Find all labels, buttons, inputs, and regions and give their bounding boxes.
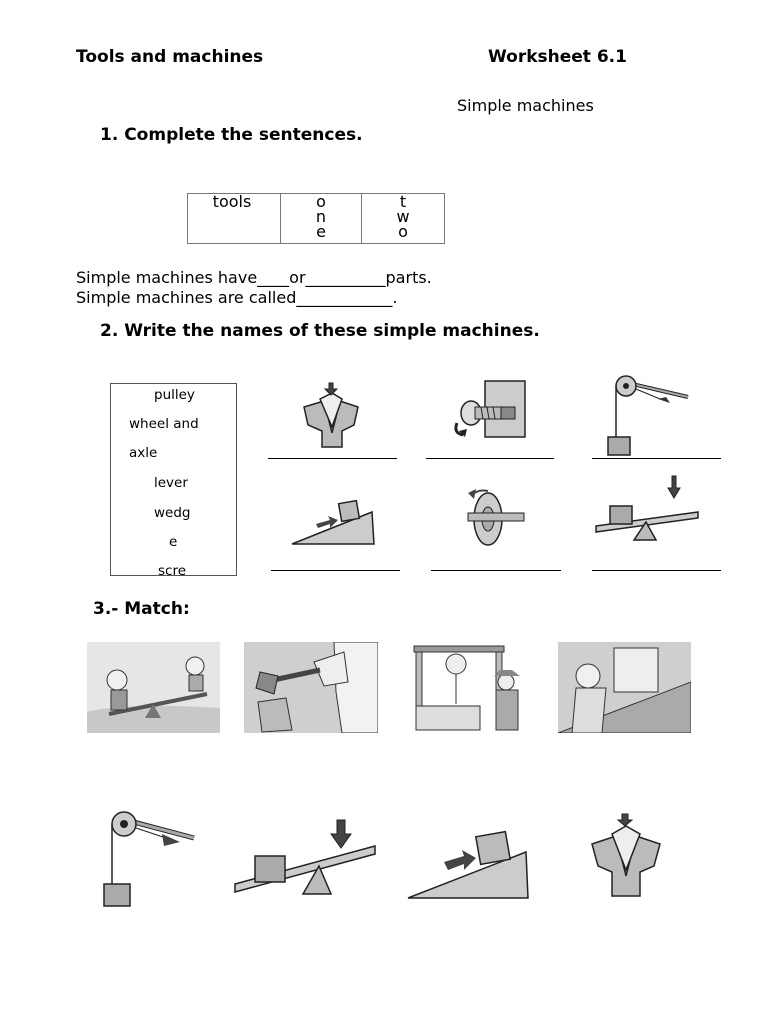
ramp-icon xyxy=(290,496,376,548)
pulley-icon xyxy=(100,804,198,908)
answer-line-5[interactable] xyxy=(431,570,561,571)
worksheet-title: Tools and machines xyxy=(76,47,264,67)
lever-icon xyxy=(594,472,704,542)
wheel-axle-icon xyxy=(462,483,526,547)
word-lever: lever xyxy=(154,475,188,491)
worksheet-number: Worksheet 6.1 xyxy=(488,47,627,67)
word-e: e xyxy=(169,534,178,550)
answer-line-3[interactable] xyxy=(592,458,721,459)
sentence-1[interactable]: Simple machines have____or__________parts. xyxy=(76,268,432,287)
answer-line-4[interactable] xyxy=(271,570,400,571)
word-wedg: wedg xyxy=(154,505,191,521)
question-2-heading: 2. Write the names of these simple machines. xyxy=(100,321,540,341)
wedge-icon xyxy=(588,812,664,902)
table-cell-tools: tools xyxy=(188,194,281,244)
question-1-heading: 1. Complete the sentences. xyxy=(100,125,363,145)
word-pulley: pulley xyxy=(154,387,195,403)
table-cell-two: t w o xyxy=(362,194,445,244)
word-axle: axle xyxy=(129,445,158,461)
seesaw-photo[interactable] xyxy=(87,642,220,733)
answer-line-2[interactable] xyxy=(426,458,554,459)
parts-table xyxy=(187,193,445,244)
worksheet-subtitle: Simple machines xyxy=(457,96,594,115)
word-wheel-and: wheel and xyxy=(129,416,199,432)
answer-line-6[interactable] xyxy=(592,570,721,571)
ramp-photo[interactable] xyxy=(558,642,691,733)
word-scre: scre xyxy=(158,563,187,579)
sentence-2[interactable]: Simple machines are called____________. xyxy=(76,288,398,307)
question-3-heading: 3.- Match: xyxy=(93,599,190,619)
wedge-icon xyxy=(298,381,364,453)
table-cell-one: o n e xyxy=(281,194,362,244)
axe-photo[interactable] xyxy=(244,642,378,733)
word-bank xyxy=(110,383,237,579)
screw-icon xyxy=(447,379,529,439)
lever-icon xyxy=(233,818,377,900)
well-photo[interactable] xyxy=(408,642,528,733)
ramp-icon xyxy=(406,826,530,900)
answer-line-1[interactable] xyxy=(268,458,397,459)
pulley-icon xyxy=(600,375,692,457)
